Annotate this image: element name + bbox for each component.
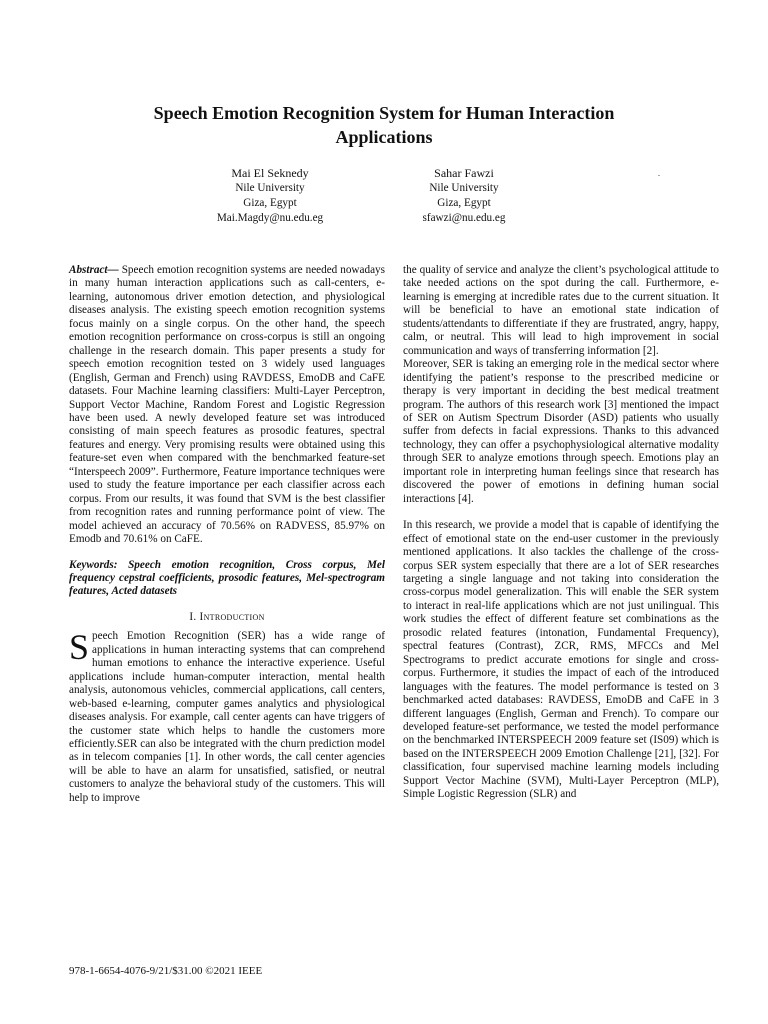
abstract-text: Speech emotion recognition systems are needed nowadays in many human interaction applications such as call-centers, e-learning, autonomous driver emotion detection, and physiological diseases analysis. The existing speech emotion recognition systems focus mainly on a single corpus. On the other hand, the speech emotion recognition performance on cross-corpus is still an ongoing challenge in the research domain. This paper presents a study for speech emotion recognition tested on 3 widely used languages (English, German and French) using RAVDESS, EmoDB and CaFE datasets. Four Machine learning classifiers: Multi-Layer Perceptron, Support Vector Machine, Random Forest and Logistic Regression have been used. A newly developed feature set was introduced consisting of main speech features as prosodic features, spectral features and energy. Very promising results were obtained using this feature-set even when compared with the benchmarked feature-set “Interspeech 2009”. Furthermore, Feature importance techniques were used to study the feature importance per each classifier across each corpus. From our results, it was found that SVM is the best classifier from recognition rates and running performance point of view. The model achieved an accuracy of 70.56% on RADVESS, 85.97% on Emodb and 70.61% on CaFE. xyxy=(69,264,385,546)
author-location: Giza, Egypt xyxy=(437,197,491,209)
paper-title xyxy=(60,101,708,149)
keywords: Keywords: Speech emotion recognition, Cross corpus, Mel frequency cepstral coefficients, prosodic features, Mel-spectrogram features, Acted datasets xyxy=(69,558,385,598)
paragraph: Moreover, SER is taking an emerging role in the medical sector where identifying the patient’s response to the prescribed medicine or therapy is very important in deciding the best medical treatment program. The authors of this research work [3] mentioned the impact of SER on Autism Spectrum Disorder (ASD) patients who usually suffer from defects in facial expressions. Thanks to this advanced technology, they can offer a psychophysiological alternative modality through SER to analyze emotions through speech. Emotions play an important role in interpreting human feelings since that research has discovered the power of emotions in defining human social interactions [4]. xyxy=(403,358,719,505)
intro-text: peech Emotion Recognition (SER) has a wide range of applications in human interacting systems that can comprehend human emotions to enhance the interactive experience. Useful applications include human-computer interaction, mental health analysis, autonomous vehicles, commercial applications, call centers, web-based e-learning, computer games analytics and physiological diseases analysis. For example, call center agents can have triggers of the customer state which helps to handle the customers more efficiently.SER can also be integrated with the churn prediction model as in telecom companies [1]. In other words, the call center agencies will be able to have an alarm for unsatisfied, satisfied, or neutral customers to analyze the behavioral study of the customers. This will help to improve xyxy=(69,630,385,804)
stray-mark: . xyxy=(658,169,660,178)
author-name: Sahar Fawzi xyxy=(434,166,494,180)
author-name: Mai El Seknedy xyxy=(231,166,309,180)
right-column xyxy=(403,264,719,802)
author-affiliation: Nile University xyxy=(429,182,499,194)
abstract-label: Abstract— xyxy=(69,264,119,276)
left-column xyxy=(69,264,385,805)
paragraph: In this research, we provide a model that is capable of identifying the effect of emotional state on the end-user customer in the previously mentioned applications. It also tackles the challenge of the cross-corpus SER system especially that there are a lot of SER researches targeting a single language and not taking into consideration the cross-corpus model generalization. This will enable the SER system to interact in real-life applications which are not just unilingual. This work studies the effect of different feature set combinations as the prosodic related features (intonation, Fundamental Frequency), spectral features (Contrast), ZCR, RMS, MFCCs and Mel Spectrograms to predict accurate emotions for single and cross-corpus. Furthermore, it studies the impact of each of the introduced languages with the features. The model performance is tested on 3 benchmarked acted databases: RAVDESS, EmoDB and CaFE in 3 different languages (English, German and French). To compare our developed feature-set performance, we tested the model performance on the benchmarked INTERSPEECH 2009 feature set (IS09) which is based on the INTERSPEECH 2009 Emotion Challenge [21], [32]. For classification, four supervised machine learning models including Support Vector Machine (SVM), Multi-Layer Perceptron (MLP), Simple Logistic Regression (SLR) and xyxy=(403,519,719,801)
intro-paragraph xyxy=(69,627,385,805)
author-block-2 xyxy=(344,165,584,226)
title-line-2: Applications xyxy=(335,127,433,147)
abstract xyxy=(69,264,385,547)
drop-cap: S xyxy=(69,627,90,668)
author-email: Mai.Magdy@nu.edu.eg xyxy=(216,212,324,224)
author-location: Giza, Egypt xyxy=(243,197,297,209)
copyright-footer: 978-1-6654-4076-9/21/$31.00 ©2021 IEEE xyxy=(69,965,263,977)
author-email: sfawzi@nu.edu.eg xyxy=(422,212,506,224)
author-affiliation: Nile University xyxy=(235,182,305,194)
paragraph: the quality of service and analyze the client’s psychological attitude to take needed actions on the spot during the call. Furthermore, e-learning is emerging at incredible rates due to the current situation. It will be beneficial to have an emotional state indication of students/attendants to differentiate if they are frustrated, angry, happy, calm, or neutral. This will lead to high improvement in social communication and ways of transferring information [2]. xyxy=(403,264,719,357)
title-line-1: Speech Emotion Recognition System for Human Interaction xyxy=(153,103,615,123)
section-heading: I. Introduction xyxy=(189,610,265,623)
